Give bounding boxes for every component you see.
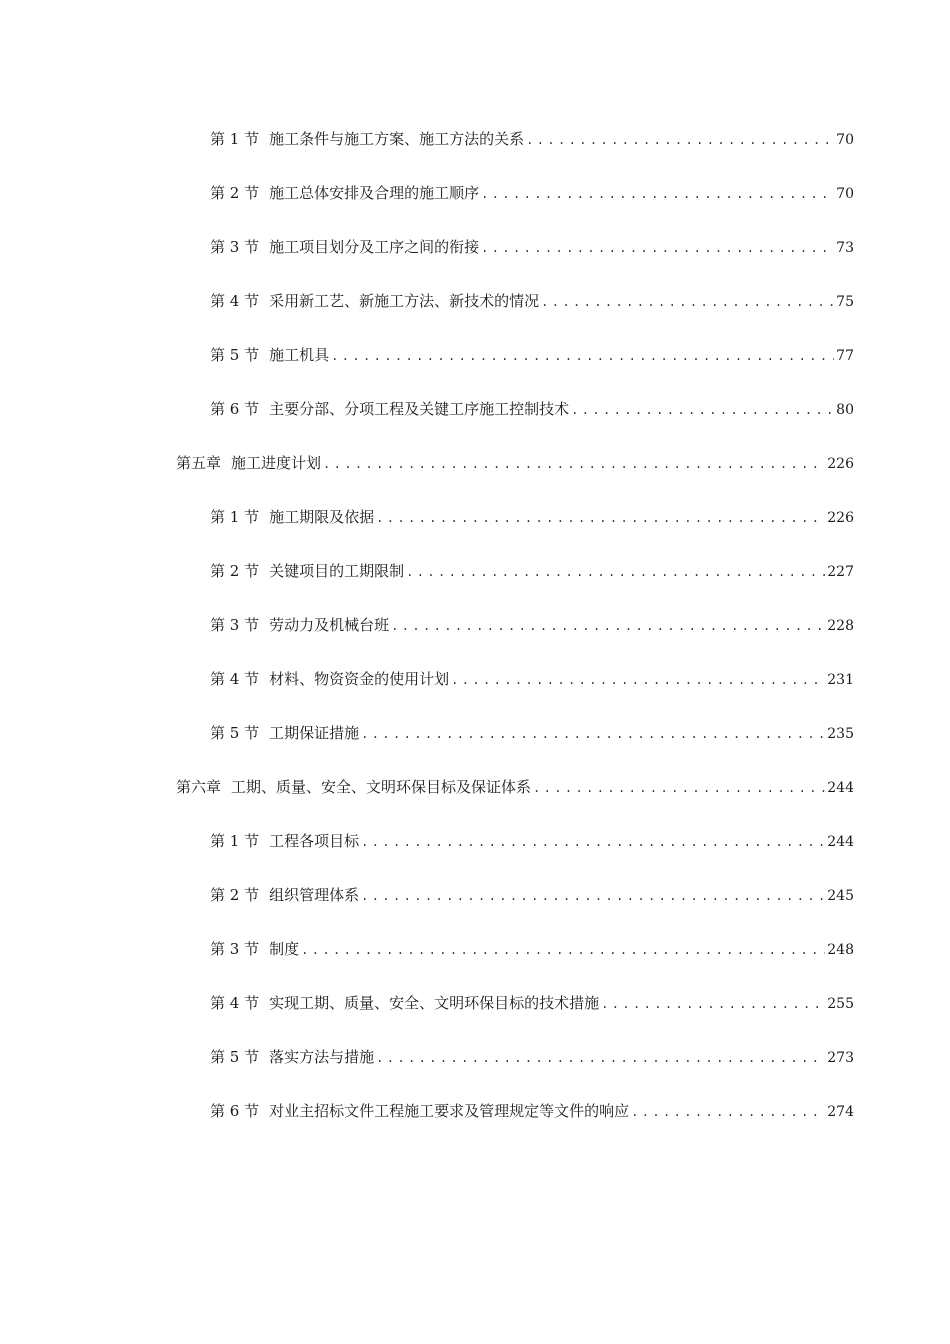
toc-entry[interactable] [210, 667, 854, 691]
toc-entry[interactable] [210, 937, 854, 961]
toc-entry-number: 第 5 节 [210, 724, 260, 742]
toc-entry[interactable] [210, 235, 854, 259]
toc-entry-page: 228 [827, 618, 854, 634]
toc-entry-number: 第 6 节 [210, 400, 260, 418]
toc-dot-leader [361, 884, 825, 908]
toc-entry[interactable] [210, 181, 854, 205]
toc-entry[interactable] [210, 991, 854, 1015]
toc-entry-number: 第 1 节 [210, 130, 260, 148]
toc-chapter-number: 第六章 [176, 778, 222, 796]
toc-dot-leader [331, 344, 834, 368]
toc-dot-leader [391, 614, 825, 638]
toc-entry-title: 制度 [269, 940, 300, 958]
toc-entry-page: 75 [836, 294, 854, 310]
toc-dot-leader [361, 722, 825, 746]
toc-entry-page: 226 [827, 510, 854, 526]
toc-dot-leader [323, 452, 825, 476]
toc-entry-title: 落实方法与措施 [269, 1048, 375, 1066]
toc-entry-number: 第 4 节 [210, 670, 260, 688]
toc-entry-title: 施工期限及依据 [269, 508, 375, 526]
toc-entry-page: 70 [836, 186, 854, 202]
toc-dot-leader [631, 1100, 825, 1124]
toc-dot-leader [541, 290, 834, 314]
toc-entry-page: 73 [836, 240, 854, 256]
toc-entry-title: 材料、物资资金的使用计划 [269, 670, 450, 688]
toc-entry-number: 第 4 节 [210, 292, 260, 310]
toc-entry-title: 施工机具 [269, 346, 330, 364]
toc-entry-title: 工程各项目标 [269, 832, 360, 850]
toc-entry-number: 第 2 节 [210, 184, 260, 202]
toc-entry-page: 244 [827, 834, 854, 850]
toc-chapter-entry[interactable] [176, 775, 854, 799]
toc-entry[interactable] [210, 505, 854, 529]
toc-entry[interactable] [210, 1045, 854, 1069]
toc-entry-number: 第 1 节 [210, 832, 260, 850]
toc-entry-page: 245 [827, 888, 854, 904]
toc-entry-title: 施工总体安排及合理的施工顺序 [269, 184, 480, 202]
toc-dot-leader [376, 506, 825, 530]
toc-entry-title: 施工条件与施工方案、施工方法的关系 [269, 130, 525, 148]
toc-dot-leader [533, 776, 825, 800]
toc-dot-leader [301, 938, 825, 962]
toc-entry[interactable] [210, 343, 854, 367]
toc-entry[interactable] [210, 397, 854, 421]
toc-entry[interactable] [210, 559, 854, 583]
toc-dot-leader [481, 236, 834, 260]
toc-entry-page: 248 [827, 942, 854, 958]
toc-entry-page: 244 [827, 780, 854, 796]
toc-entry-page: 227 [827, 564, 854, 580]
toc-entry[interactable] [210, 1099, 854, 1123]
toc-chapter-entry[interactable] [176, 451, 854, 475]
toc-entry-title: 组织管理体系 [269, 886, 360, 904]
toc-entry[interactable] [210, 613, 854, 637]
toc-entry-title: 关键项目的工期限制 [269, 562, 405, 580]
toc-entry-number: 第 4 节 [210, 994, 260, 1012]
toc-entry-number: 第 5 节 [210, 1048, 260, 1066]
toc-entry-number: 第 3 节 [210, 940, 260, 958]
toc-entry-title: 实现工期、质量、安全、文明环保目标的技术措施 [269, 994, 600, 1012]
toc-dot-leader [361, 830, 825, 854]
toc-entry-page: 226 [827, 456, 854, 472]
toc-entry[interactable] [210, 289, 854, 313]
toc-entry-page: 77 [836, 348, 854, 364]
toc-entry[interactable] [210, 721, 854, 745]
toc-dot-leader [406, 560, 825, 584]
toc-dot-leader [451, 668, 825, 692]
toc-dot-leader [481, 182, 834, 206]
toc-entry[interactable] [210, 127, 854, 151]
toc-entry-title: 施工项目划分及工序之间的衔接 [269, 238, 480, 256]
toc-entry-page: 70 [836, 132, 854, 148]
toc-entry-title: 工期保证措施 [269, 724, 360, 742]
toc-entry-title: 对业主招标文件工程施工要求及管理规定等文件的响应 [269, 1102, 630, 1120]
toc-entry-title: 采用新工艺、新施工方法、新技术的情况 [269, 292, 540, 310]
toc-entry-page: 274 [827, 1104, 854, 1120]
toc-chapter-number: 第五章 [176, 454, 222, 472]
toc-entry-page: 231 [827, 672, 854, 688]
toc-dot-leader [571, 398, 834, 422]
toc-entry-title: 主要分部、分项工程及关键工序施工控制技术 [269, 400, 570, 418]
toc-entry-number: 第 6 节 [210, 1102, 260, 1120]
toc-entry-number: 第 2 节 [210, 886, 260, 904]
toc-entry-number: 第 5 节 [210, 346, 260, 364]
toc-entry-page: 235 [827, 726, 854, 742]
toc-entry-page: 80 [836, 402, 854, 418]
toc-chapter-title: 施工进度计划 [231, 454, 322, 472]
toc-entry-number: 第 3 节 [210, 238, 260, 256]
toc-entry-page: 273 [827, 1050, 854, 1066]
toc-dot-leader [601, 992, 825, 1016]
toc-chapter-title: 工期、质量、安全、文明环保目标及保证体系 [231, 778, 532, 796]
toc-entry-number: 第 1 节 [210, 508, 260, 526]
toc-entry-title: 劳动力及机械台班 [269, 616, 390, 634]
toc-entry-page: 255 [827, 996, 854, 1012]
toc-entry[interactable] [210, 829, 854, 853]
toc-entry-number: 第 2 节 [210, 562, 260, 580]
toc-entry[interactable] [210, 883, 854, 907]
toc-dot-leader [526, 128, 834, 152]
toc-dot-leader [376, 1046, 825, 1070]
toc-entry-number: 第 3 节 [210, 616, 260, 634]
